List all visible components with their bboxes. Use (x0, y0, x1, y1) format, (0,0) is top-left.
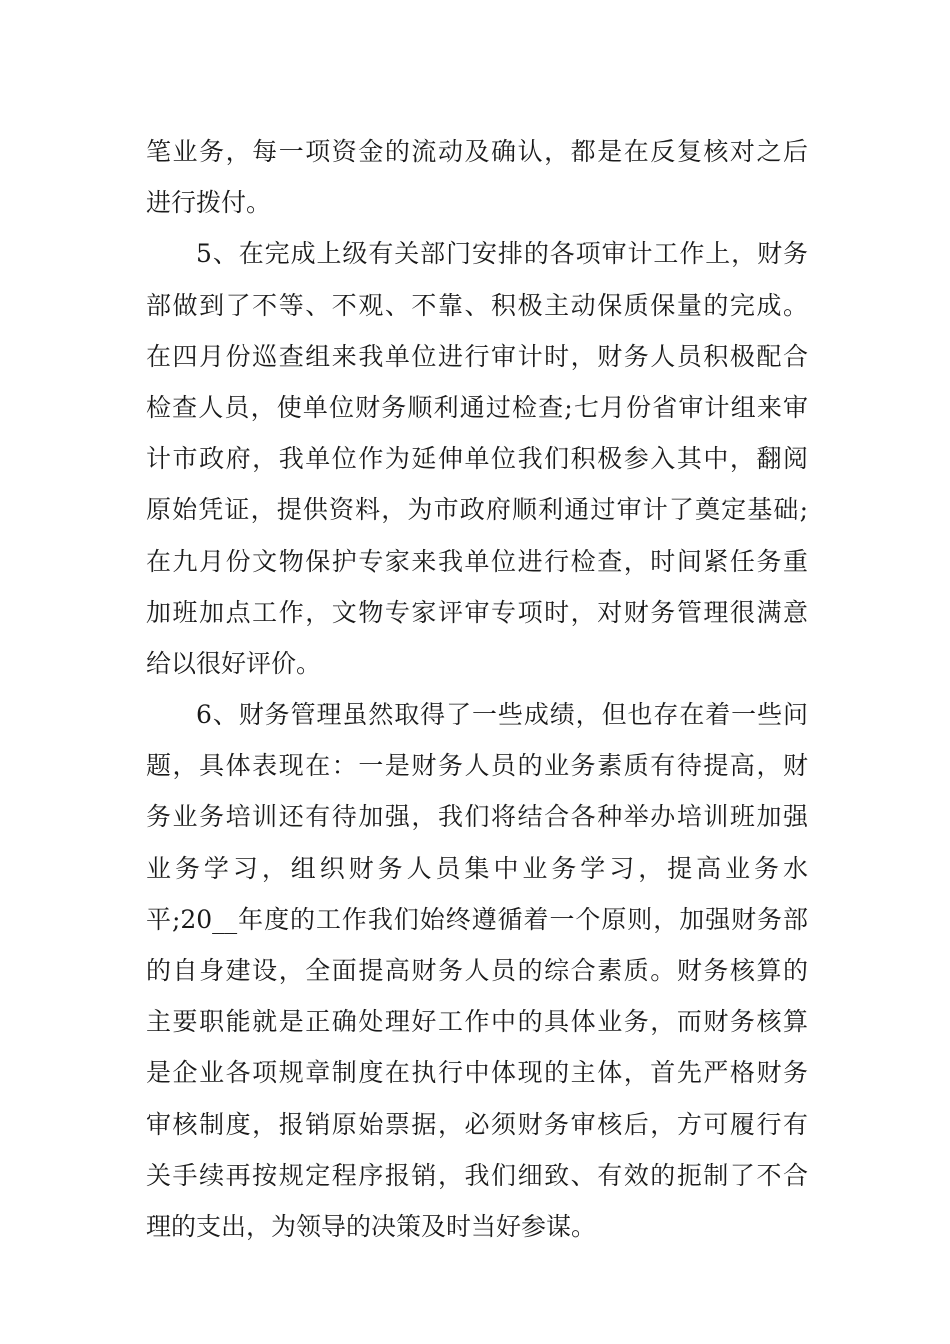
text-line: 务业务培训还有待加强，我们将结合各种举办培训班加强 (146, 802, 808, 832)
text-line: 检查人员，使单位财务顺利通过检查;七月份省审计组来审 (146, 392, 808, 422)
paragraph-first-line: 5、在完成上级有关部门安排的各项审计工作上，财务 (196, 239, 808, 269)
text-line: 理的支出，为领导的决策及时当好参谋。 (146, 1211, 597, 1241)
text-line: 平;20__年度的工作我们始终遵循着一个原则，加强财务部 (146, 904, 808, 934)
text-line: 关手续再按规定程序报销，我们细致、有效的扼制了不合 (146, 1160, 808, 1190)
text-line: 题，具体表现在：一是财务人员的业务素质有待提高，财 (146, 751, 808, 781)
document-body (146, 126, 808, 1252)
text-line: 在九月份文物保护专家来我单位进行检查，时间紧任务重 (146, 546, 808, 576)
text-line: 主要职能就是正确处理好工作中的具体业务，而财务核算 (146, 1007, 808, 1037)
text-line: 笔业务，每一项资金的流动及确认，都是在反复核对之后 (146, 137, 808, 166)
text-line: 部做到了不等、不观、不靠、积极主动保质保量的完成。 (146, 290, 808, 320)
text-line: 在四月份巡查组来我单位进行审计时，财务人员积极配合 (146, 341, 808, 371)
text-line: 加班加点工作，文物专家评审专项时，对财务管理很满意 (146, 597, 808, 627)
text-line: 计市政府，我单位作为延伸单位我们积极参入其中，翻阅 (146, 444, 808, 474)
text-line: 是企业各项规章制度在执行中体现的主体，首先严格财务 (146, 1058, 808, 1088)
paragraph-first-line: 6、财务管理虽然取得了一些成绩，但也存在着一些问 (196, 700, 808, 730)
text-line: 给以很好评价。 (146, 648, 322, 678)
text-line: 进行拨付。 (146, 188, 272, 218)
text-line: 的自身建设，全面提高财务人员的综合素质。财务核算的 (146, 956, 808, 985)
text-line: 原始凭证，提供资料，为市政府顺利通过审计了奠定基础; (146, 495, 808, 525)
text-line: 审核制度，报销原始票据，必须财务审核后，方可履行有 (146, 1109, 808, 1139)
text-line: 业务学习，组织财务人员集中业务学习，提高业务水 (146, 853, 808, 883)
